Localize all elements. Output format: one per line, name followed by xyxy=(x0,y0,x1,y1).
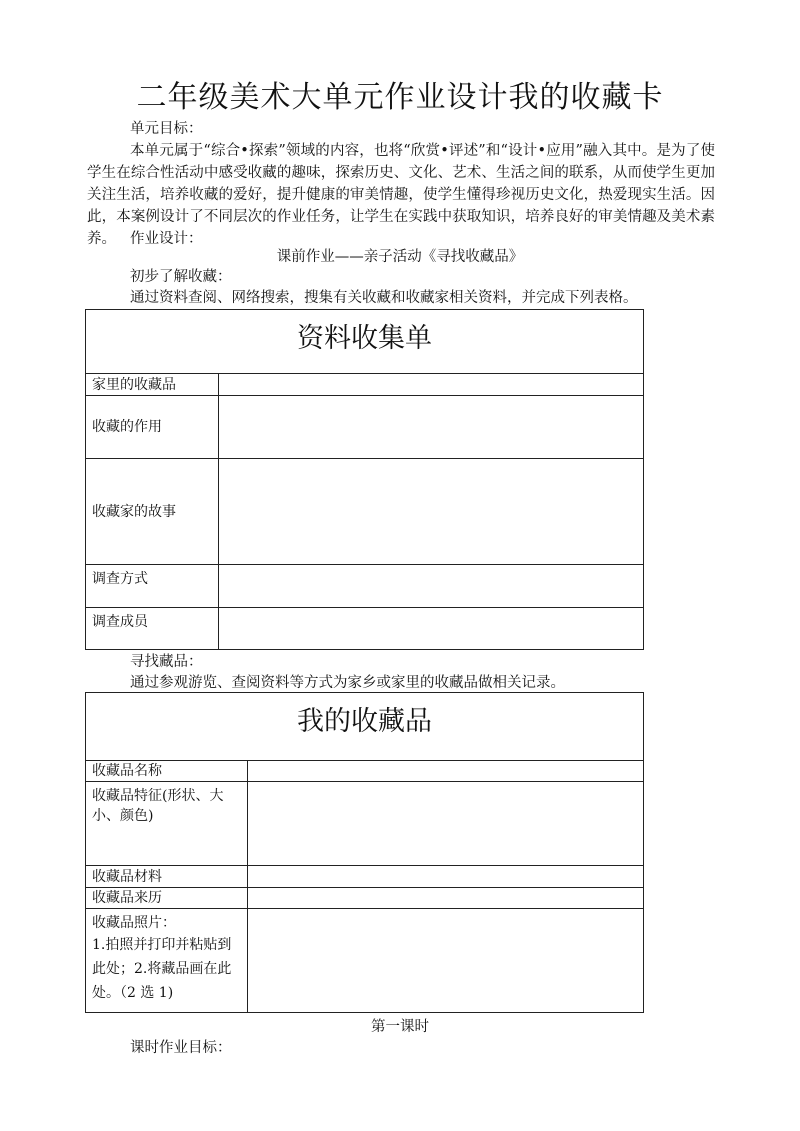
table-row-label: 调查成员 xyxy=(86,608,219,650)
homework-design-heading: 作业设计： xyxy=(130,231,203,247)
my-collection-table-title: 我的收藏品 xyxy=(86,693,644,761)
table-row-value[interactable] xyxy=(219,565,644,608)
table-row-value[interactable] xyxy=(219,608,644,650)
step1-heading: 初步了解收藏： xyxy=(130,269,232,285)
table-row-value[interactable] xyxy=(248,888,644,909)
document-title: 二年级美术大单元作业设计我的收藏卡 xyxy=(136,80,664,115)
table-row-label: 调查方式 xyxy=(86,565,219,608)
table-row-label: 收藏品名称 xyxy=(86,761,248,782)
unit-goal-heading: 单元目标： xyxy=(130,121,203,137)
lesson-goal-heading: 课时作业目标： xyxy=(130,1040,232,1056)
table-row-label: 收藏品材料 xyxy=(86,866,248,888)
my-collection-table xyxy=(85,692,644,1013)
table-row-value[interactable] xyxy=(248,761,644,782)
table-row-value[interactable] xyxy=(219,459,644,565)
table-row-value[interactable] xyxy=(219,374,644,396)
info-collection-table-title: 资料收集单 xyxy=(86,310,644,374)
table-row-value[interactable] xyxy=(219,396,644,459)
table-row-label: 收藏的作用 xyxy=(86,396,219,459)
table-row-value[interactable] xyxy=(248,782,644,866)
table-row-label: 收藏品照片： xyxy=(92,915,176,931)
photo-instruction: 1.拍照并打印并粘贴到此处；2.将藏品画在此处。（2 选 1) xyxy=(92,937,232,1001)
table-row-label: 家里的收藏品 xyxy=(86,374,219,396)
step2-heading: 寻找藏品： xyxy=(130,654,203,670)
info-collection-table xyxy=(85,309,644,650)
table-row-label: 收藏家的故事 xyxy=(86,459,219,565)
unit-goal-text: 本单元属于“综合•探索”领域的内容，也将“欣赏•评述”和“设计•应用”融入其中。是为了使学生在综合性活动中感受收藏的趣味，探索历史、文化、艺术、生活之间的联系，从而使学生更加关注生活，培养收藏的爱好，提升健康的审美情趣，使学生懂得珍视历史文化，热爱现实生活。因此，本案例设计了不同层次的作业任务，让学生在实践中获取知识，培养良好的审美情趣及美术素养。 xyxy=(87,143,715,247)
step2-text: 通过参观游览、查阅资料等方式为家乡或家里的收藏品做相关记录。 xyxy=(130,675,565,691)
table-row-label: 收藏品特征(形状、大小、颜色) xyxy=(86,782,248,866)
lesson-label: 第一课时 xyxy=(371,1019,429,1035)
step1-text: 通过资料查阅、网络搜索，搜集有关收藏和收藏家相关资料，并完成下列表格。 xyxy=(130,290,638,306)
table-row-value[interactable] xyxy=(248,866,644,888)
photo-area[interactable] xyxy=(248,909,644,1013)
photo-cell xyxy=(86,909,248,1013)
table-row-label: 收藏品来历 xyxy=(86,888,248,909)
activity-title: 课前作业——亲子活动《寻找收藏品》 xyxy=(276,249,524,265)
